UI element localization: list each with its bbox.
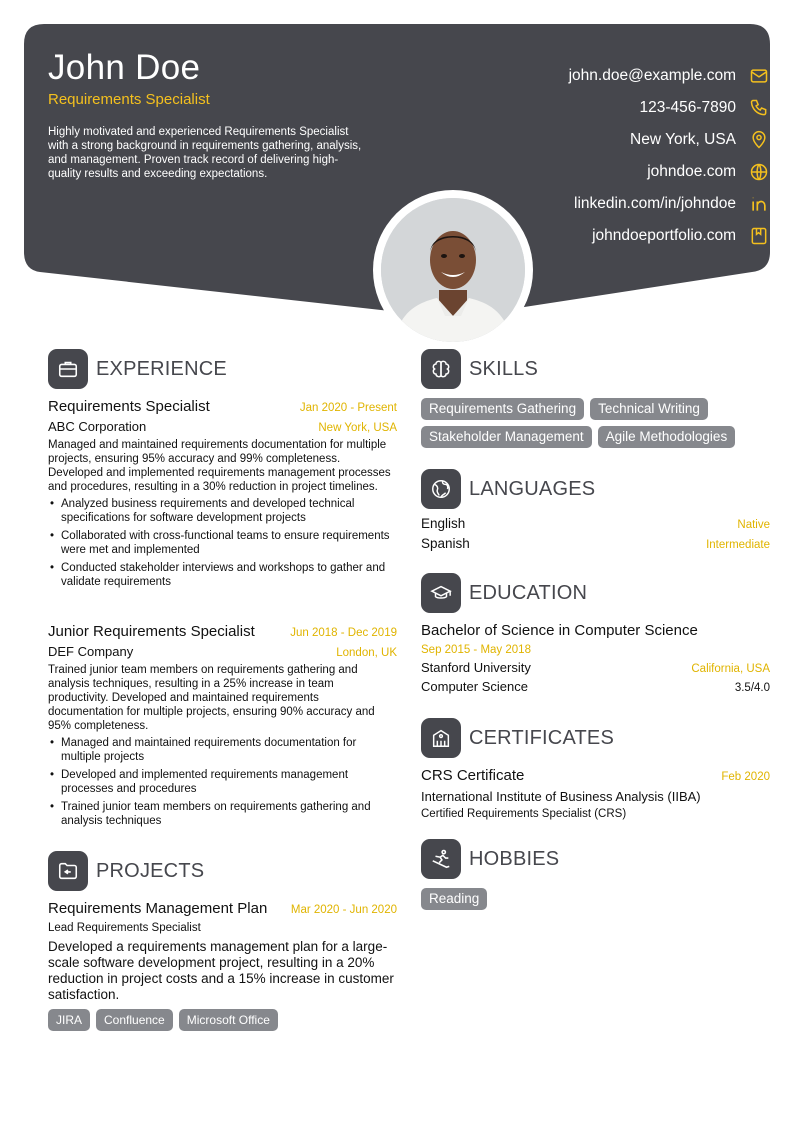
brain-icon — [421, 349, 461, 389]
summary-text: Highly motivated and experienced Requirements Specialist with a strong background in requirements gathering, analysis, and management. Proven track record of delivering high-quality results and exceeding expectations. — [48, 126, 362, 180]
project-description: Developed a requirements management plan for a large-scale software development project, resulting in a 20% reduction in project costs and a 15% increase in customer satisfaction. — [48, 939, 394, 1002]
candidate-role: Requirements Specialist — [48, 91, 210, 108]
job-bullets — [48, 497, 397, 589]
portfolio-icon — [748, 225, 770, 247]
certificates-title: CERTIFICATES — [469, 726, 615, 749]
profile-photo — [381, 198, 525, 342]
bullet-item: • Analyzed business requirements and developed technical specifications for software development projects — [48, 497, 397, 525]
contact-phone-text: 123-456-7890 — [639, 99, 736, 116]
bullet-item: • Managed and maintained requirements documentation for multiple projects — [48, 736, 397, 764]
language-name: Spanish — [421, 536, 470, 551]
skill-chip: Stakeholder Management — [421, 426, 592, 448]
languages-list — [421, 516, 770, 556]
languages-header — [421, 469, 595, 509]
job-title: Junior Requirements Specialist — [48, 623, 255, 640]
contact-portfolio-text: johndoeportfolio.com — [592, 227, 736, 244]
language-name: English — [421, 516, 466, 531]
project-name: Requirements Management Plan — [48, 900, 268, 917]
field-of-study: Computer Science — [421, 679, 528, 694]
tool-chip: Confluence — [96, 1009, 173, 1031]
education-title: EDUCATION — [469, 581, 588, 604]
contact-portfolio[interactable] — [592, 224, 770, 248]
skill-chip: Technical Writing — [590, 398, 708, 420]
briefcase-icon — [48, 349, 88, 389]
languages-title: LANGUAGES — [469, 477, 596, 500]
job-description: Trained junior team members on requirements gathering and analysis techniques, resulting in a 25% increase in team productivity. Developed and maintained requirements documentation for multiple projects, ensuring 90% accuracy and 95% completeness. — [48, 664, 375, 732]
contact-website[interactable] — [647, 160, 770, 184]
bullet-item: • Collaborated with cross-functional teams to ensure requirements were met and implemented — [48, 529, 397, 557]
projects-header — [48, 851, 204, 891]
project-tools — [48, 1009, 397, 1037]
certificate-issuer: International Institute of Business Analysis (IIBA) — [421, 789, 701, 804]
hobby-chip: Reading — [421, 888, 487, 910]
skill-chip: Requirements Gathering — [421, 398, 584, 420]
school-location: California, USA — [691, 663, 770, 675]
certificate-full-name: Certified Requirements Specialist (CRS) — [421, 808, 627, 820]
contact-location-text: New York, USA — [630, 131, 736, 148]
certificate-date: Feb 2020 — [721, 771, 770, 783]
hobbies-title: HOBBIES — [469, 847, 560, 870]
certificate-item — [421, 767, 770, 820]
location-pin-icon — [748, 129, 770, 151]
job-dates: Jun 2018 - Dec 2019 — [290, 627, 397, 639]
company-name: DEF Company — [48, 644, 134, 659]
project-item — [48, 900, 397, 1037]
job-description: Managed and maintained requirements documentation for multiple projects, ensuring 95% accuracy and 99% completeness. Developed and implemented requirements management processes and procedures, resulting in a 30% reduction in project timelines. — [48, 439, 391, 493]
project-dates: Mar 2020 - Jun 2020 — [290, 904, 397, 916]
contact-website-text: johndoe.com — [647, 163, 736, 180]
globe-icon — [748, 161, 770, 183]
contact-email[interactable] — [569, 64, 770, 88]
company-name: ABC Corporation — [48, 419, 147, 434]
language-level: Intermediate — [706, 539, 770, 551]
bullet-item: • Trained junior team members on requirements gathering and analysis techniques — [48, 800, 397, 828]
hobbies-header — [421, 839, 559, 879]
projects-title: PROJECTS — [96, 859, 205, 882]
hobbies-list — [421, 888, 770, 916]
contact-phone[interactable] — [639, 96, 770, 120]
gpa: 3.5/4.0 — [734, 682, 770, 694]
tool-chip: Microsoft Office — [179, 1009, 278, 1031]
candidate-name: John Doe — [48, 48, 201, 87]
project-role: Lead Requirements Specialist — [48, 922, 201, 934]
experience-item — [48, 398, 397, 593]
education-header — [421, 573, 587, 613]
globe-languages-icon — [421, 469, 461, 509]
bullet-item: • Conducted stakeholder interviews and workshops to gather and validate requirements — [48, 561, 397, 589]
language-row — [421, 536, 770, 556]
degree-name: Bachelor of Science in Computer Science — [421, 622, 698, 639]
job-dates: Jan 2020 - Present — [299, 402, 397, 414]
contact-linkedin[interactable] — [574, 192, 770, 216]
contact-email-text: john.doe@example.com — [568, 67, 736, 84]
certificate-name: CRS Certificate — [421, 767, 525, 784]
graduation-cap-icon — [421, 573, 461, 613]
job-bullets — [48, 736, 397, 828]
language-level: Native — [737, 519, 770, 531]
certificates-header — [421, 718, 614, 758]
education-dates: Sep 2015 - May 2018 — [421, 644, 531, 656]
phone-icon — [748, 97, 770, 119]
school-name: Stanford University — [421, 660, 531, 675]
folder-icon — [48, 851, 88, 891]
language-row — [421, 516, 770, 536]
bullet-item: • Developed and implemented requirements management processes and procedures — [48, 768, 397, 796]
contact-location[interactable] — [630, 128, 770, 152]
skills-header — [421, 349, 538, 389]
skills-list — [421, 398, 781, 454]
building-icon — [421, 718, 461, 758]
envelope-icon — [748, 65, 770, 87]
skiing-icon — [421, 839, 461, 879]
linkedin-icon — [748, 193, 770, 215]
job-location: London, UK — [336, 647, 397, 659]
job-title: Requirements Specialist — [48, 398, 210, 415]
experience-item — [48, 623, 397, 832]
education-item — [421, 622, 770, 694]
contact-linkedin-text: linkedin.com/in/johndoe — [574, 195, 736, 212]
experience-header — [48, 349, 227, 389]
skill-chip: Agile Methodologies — [598, 426, 736, 448]
skills-title: SKILLS — [469, 357, 539, 380]
tool-chip: JIRA — [48, 1009, 90, 1031]
experience-title: EXPERIENCE — [96, 357, 227, 380]
job-location: New York, USA — [318, 422, 397, 434]
